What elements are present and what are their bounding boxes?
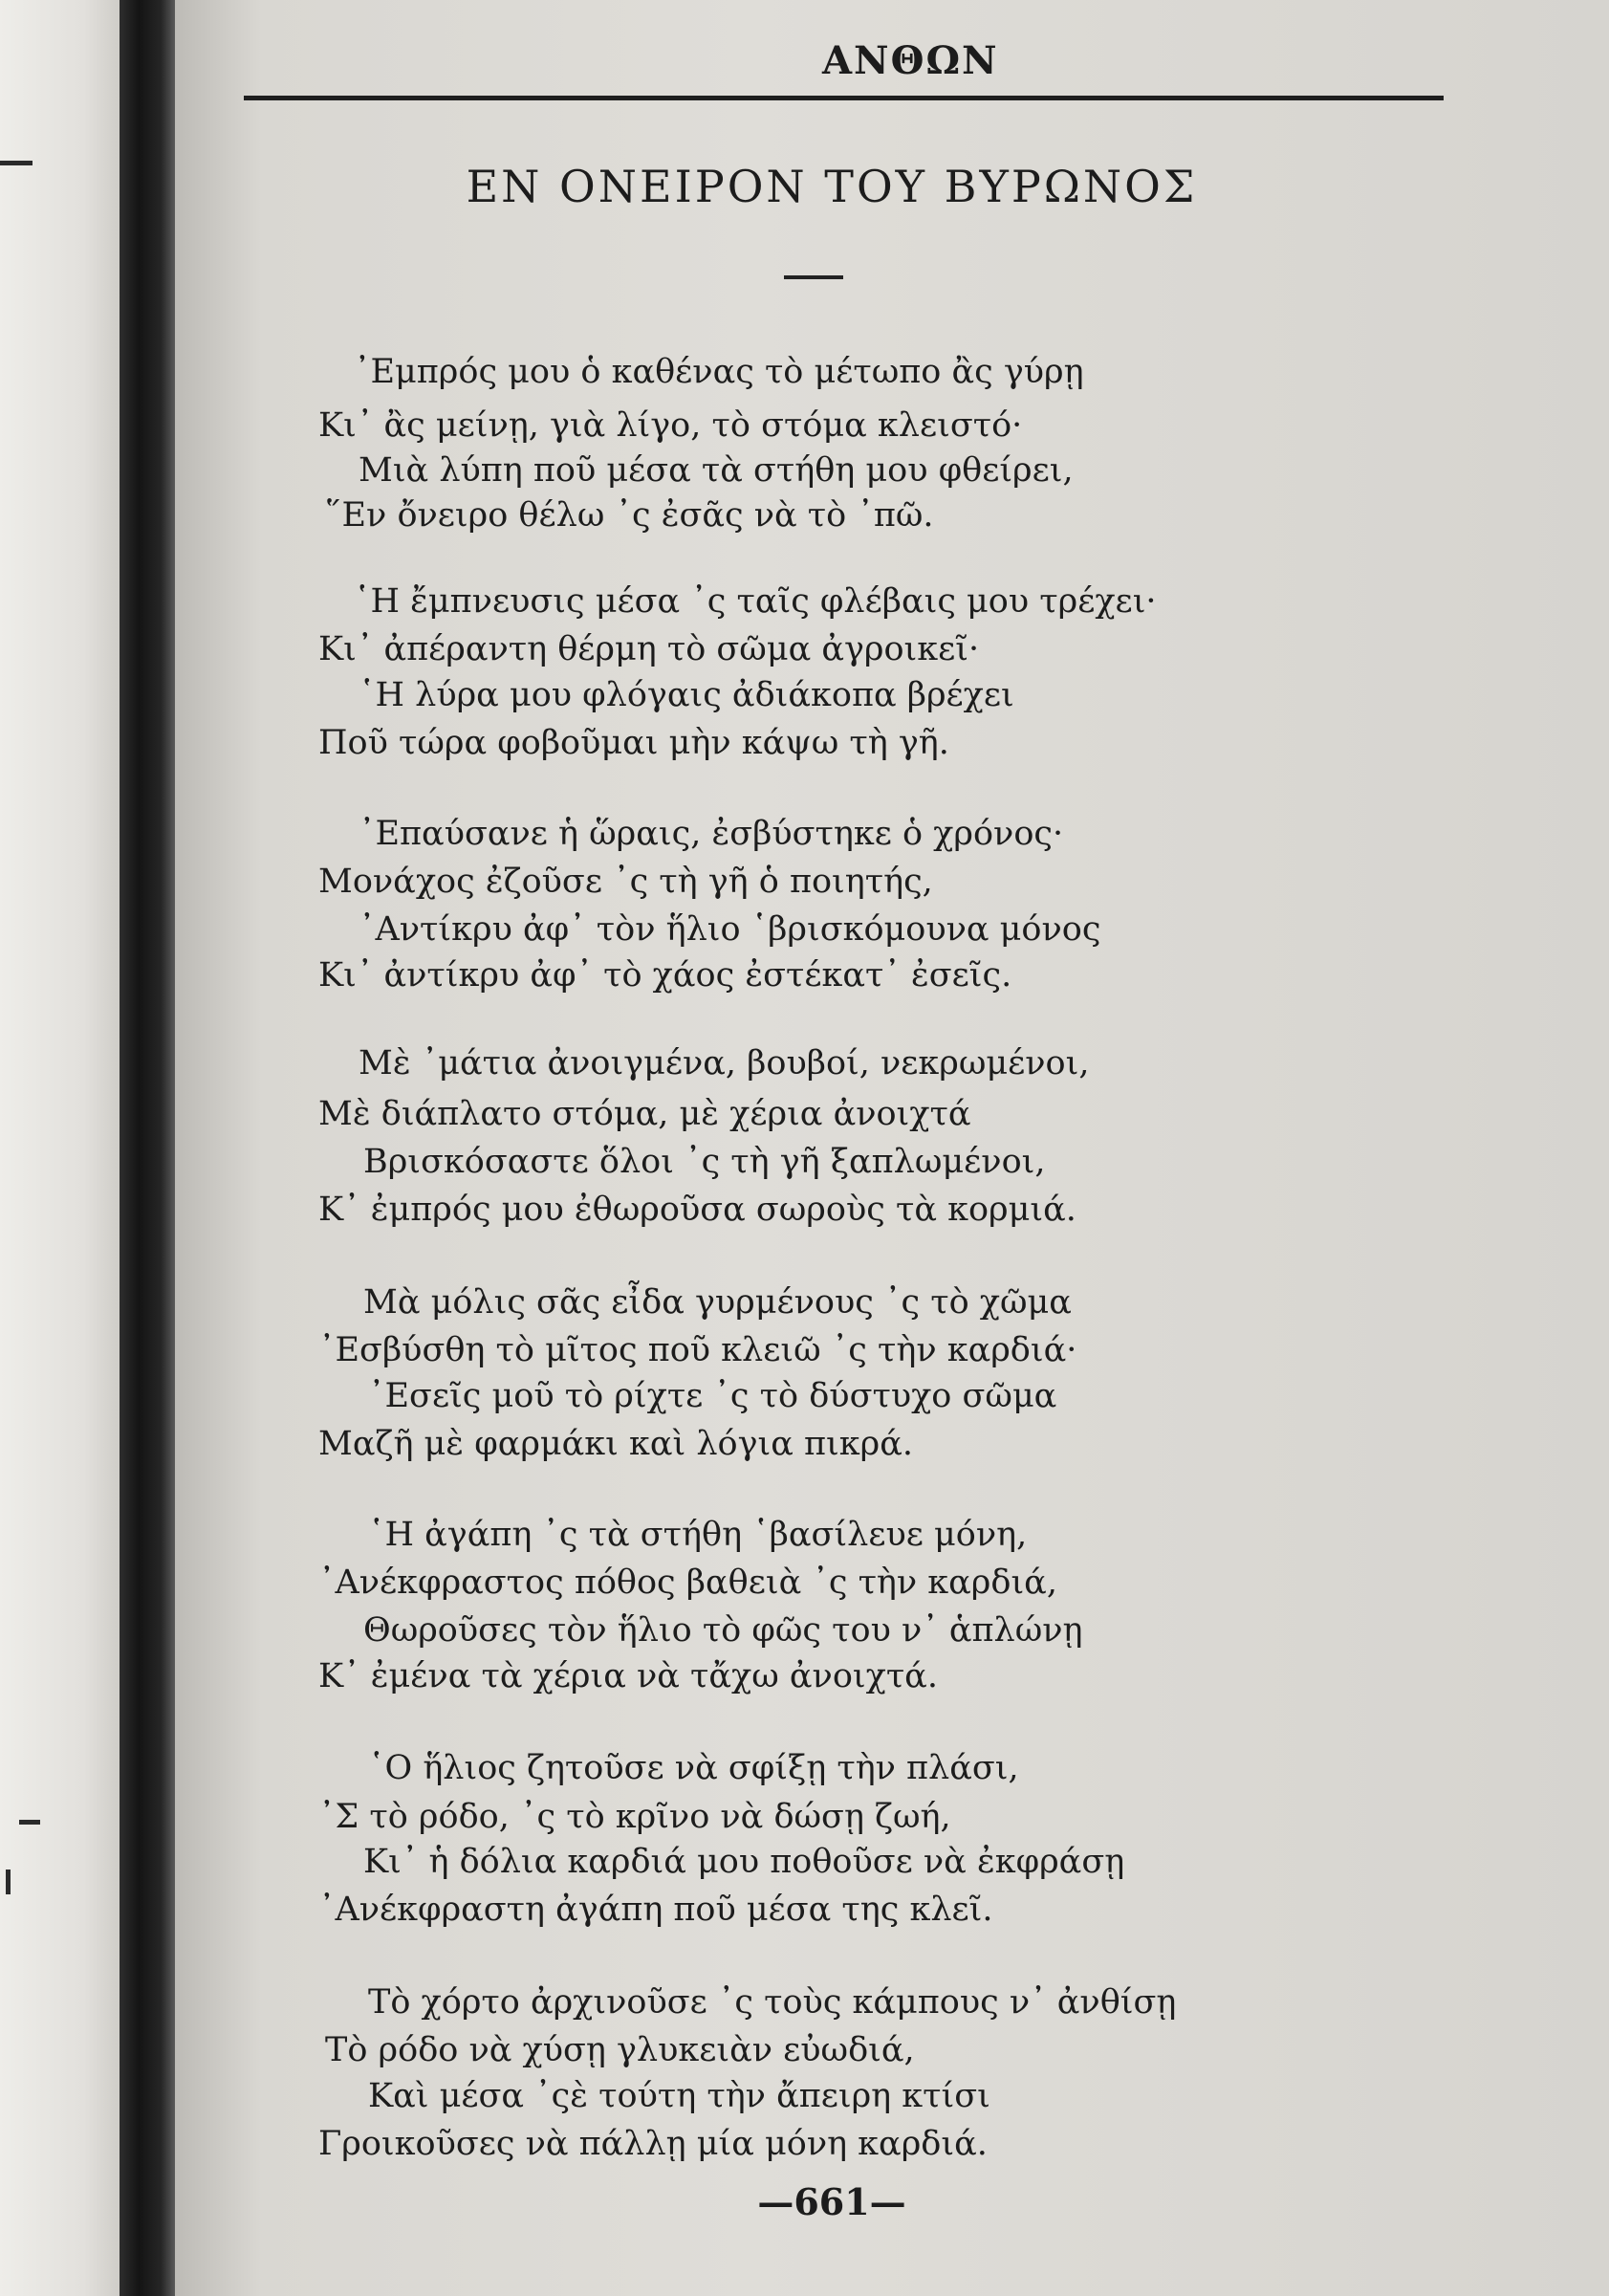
verse-line: ῾Η ἔμπνευσις μέσα ᾿ς ταῖς φλέβαις μου τρέχει· bbox=[354, 582, 1157, 621]
verse-line: ῾Η ἀγάπη ᾿ς τὰ στήθη ῾βασίλευε μόνη, bbox=[368, 1516, 1028, 1554]
facing-page-margin bbox=[0, 0, 120, 2296]
poem-title: ΕΝ ΟΝΕΙΡΟΝ ΤΟΥ ΒΥΡΩΝΟΣ bbox=[466, 161, 1198, 212]
verse-line: Κι᾿ ἡ δόλια καρδιά μου ποθοῦσε νὰ ἐκφράσῃ bbox=[363, 1843, 1125, 1881]
verse-line: ᾿Εσβύσθη τὸ μῖτος ποῦ κλειῶ ᾿ς τὴν καρδιά· bbox=[318, 1331, 1077, 1369]
verse-line: Γροικοῦσες νὰ πάλλῃ μία μόνη καρδιά. bbox=[318, 2125, 988, 2163]
verse-line: ᾿Σ τὸ ρόδο, ᾿ς τὸ κρῖνο νὰ δώσῃ ζωή, bbox=[318, 1798, 951, 1836]
book-spine bbox=[120, 0, 175, 2296]
verse-line: ῞Εν ὄνειρο θέλω ᾿ς ἐσᾶς νὰ τὸ ᾿πῶ. bbox=[325, 496, 934, 535]
margin-mark bbox=[19, 1820, 40, 1825]
margin-mark bbox=[0, 161, 33, 165]
verse-line: ῾Ο ἥλιος ζητοῦσε νὰ σφίξῃ τὴν πλάσι, bbox=[368, 1749, 1019, 1787]
verse-line: Μιὰ λύπη ποῦ μέσα τὰ στήθη μου φθείρει, bbox=[359, 451, 1074, 490]
verse-line: Μὰ μόλις σᾶς εἶδα γυρμένους ᾿ς τὸ χῶμα bbox=[363, 1283, 1072, 1322]
verse-line: ῾Η λύρα μου φλόγαις ἀδιάκοπα βρέχει bbox=[359, 676, 1014, 714]
verse-line: Κ᾿ ἐμένα τὰ χέρια νὰ τἄχω ἀνοιχτά. bbox=[318, 1657, 938, 1695]
verse-line: Θωροῦσες τὸν ἥλιο τὸ φῶς του ν᾿ ἁπλώνῃ bbox=[363, 1611, 1083, 1650]
verse-line: Μαζῆ μὲ φαρμάκι καὶ λόγια πικρά. bbox=[318, 1425, 913, 1463]
verse-line: Ποῦ τώρα φοβοῦμαι μὴν κάψω τὴ γῆ. bbox=[318, 724, 949, 762]
verse-line: ᾿Εσεῖς μοῦ τὸ ρίχτε ᾿ς τὸ δύστυχο σῶμα bbox=[368, 1377, 1057, 1415]
verse-line: ᾿Ανέκφραστος πόθος βαθειὰ ᾿ς τὴν καρδιά, bbox=[318, 1563, 1057, 1602]
title-dash bbox=[784, 275, 843, 279]
verse-line: Μὲ διάπλατο στόμα, μὲ χέρια ἀνοιχτά bbox=[318, 1095, 971, 1133]
header-rule bbox=[244, 96, 1444, 100]
verse-line: ᾿Εμπρός μου ὁ καθένας τὸ μέτωπο ἂς γύρῃ bbox=[354, 353, 1084, 391]
margin-mark bbox=[6, 1870, 11, 1894]
verse-line: Μονάχος ἐζοῦσε ᾿ς τὴ γῆ ὁ ποιητής, bbox=[318, 863, 933, 901]
verse-line: Τὸ ρόδο νὰ χύσῃ γλυκειὰν εὐωδιά, bbox=[325, 2031, 915, 2069]
verse-line: Κι᾿ ἀπέραντη θέρμη τὸ σῶμα ἀγροικεῖ· bbox=[318, 630, 980, 668]
verse-line: Κι᾿ ἀντίκρυ ἀφ᾿ τὸ χάος ἐστέκατ᾿ ἐσεῖς. bbox=[318, 956, 1012, 995]
verse-line: Κ᾿ ἐμπρός μου ἐθωροῦσα σωροὺς τὰ κορμιά. bbox=[318, 1191, 1076, 1229]
verse-line: ᾿Επαύσανε ἡ ὥραις, ἐσβύστηκε ὁ χρόνος· bbox=[359, 815, 1064, 853]
verse-line: Μὲ ᾿μάτια ἀνοιγμένα, βουβοί, νεκρωμένοι, bbox=[359, 1044, 1090, 1082]
verse-line: ᾿Αντίκρυ ἀφ᾿ τὸν ἥλιο ῾βρισκόμουνα μόνος bbox=[359, 910, 1101, 949]
verse-line: ᾿Ανέκφραστη ἀγάπη ποῦ μέσα της κλεῖ. bbox=[318, 1891, 993, 1929]
verse-line: Τὸ χόρτο ἀρχινοῦσε ᾿ς τοὺς κάμπους ν᾿ ἀνθίσῃ bbox=[368, 1983, 1177, 2022]
running-title: ΑΝΘΩΝ bbox=[822, 38, 999, 83]
verse-line: Κι᾿ ἂς μείνῃ, γιὰ λίγο, τὸ στόμα κλειστό· bbox=[318, 406, 1023, 445]
verse-line: Καὶ μέσα ᾿ςὲ τούτη τὴν ἄπειρη κτίσι bbox=[368, 2077, 990, 2115]
verse-line: Βρισκόσαστε ὅλοι ᾿ς τὴ γῆ ξαπλωμένοι, bbox=[363, 1143, 1046, 1181]
page-number: —661— bbox=[757, 2180, 906, 2223]
